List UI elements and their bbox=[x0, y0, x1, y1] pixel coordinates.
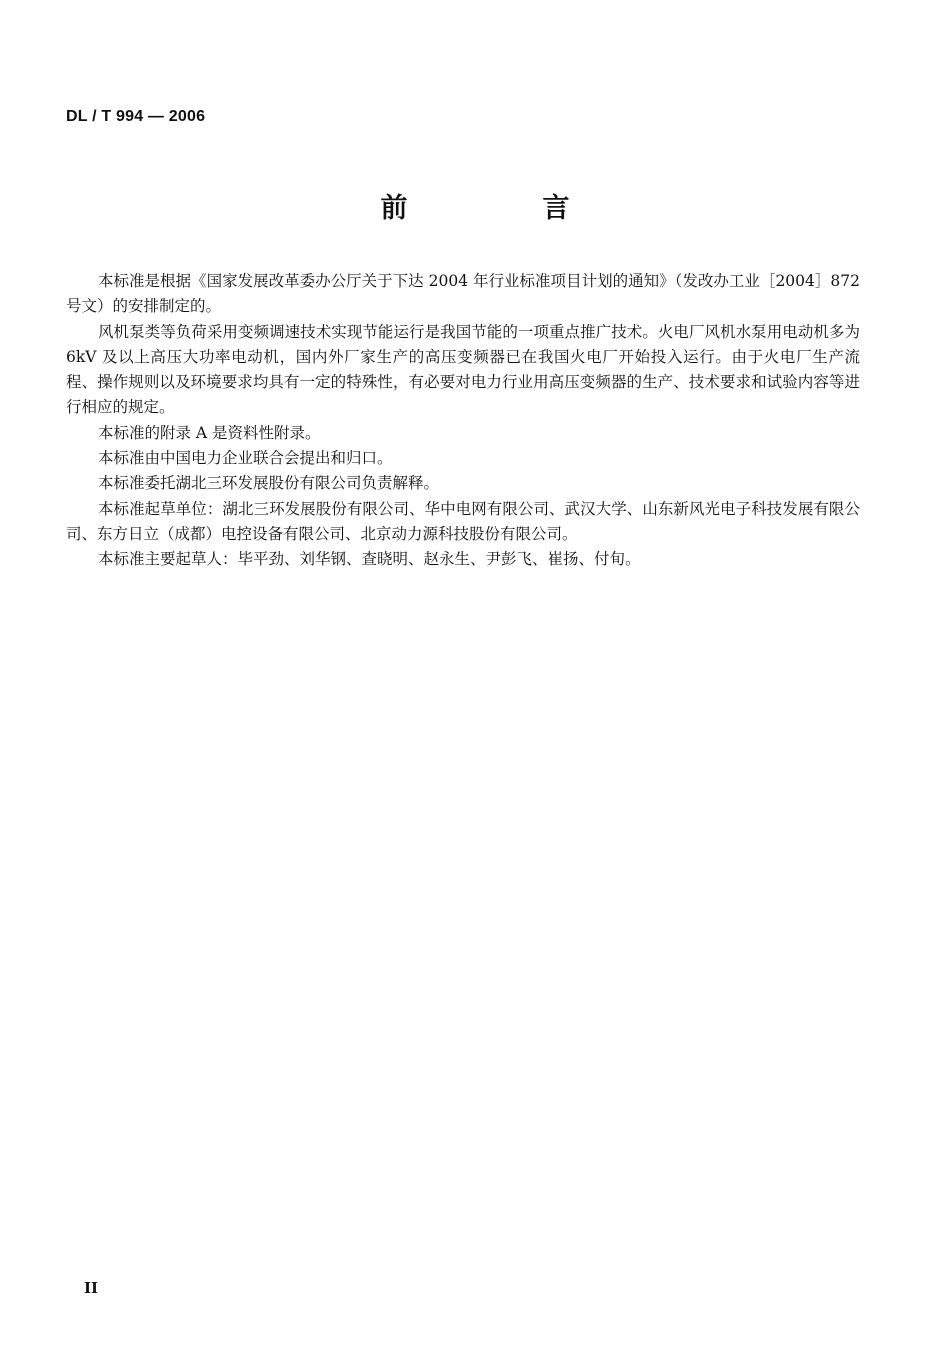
paragraph-appendix: 本标准的附录 A 是资料性附录。 bbox=[98, 423, 321, 442]
paragraph-background: 风机泵类等负荷采用变频调速技术实现节能运行是我国节能的一项重点推广技术。火电厂风机水泵用电动机多为 6kV 及以上高压大功率电动机，国内外厂家生产的高压变频器已在我国火电厂开始投入运行。由于火电厂生产流程、操作规则以及环境要求均具有一定的特殊性，有必要对电力行业用高压变频器的生产、技术要求和试验内容等进行相应的规定。 bbox=[66, 322, 860, 417]
page-title: 前 言 bbox=[380, 193, 624, 224]
foreword-body bbox=[66, 269, 860, 573]
paragraph-drafters: 本标准主要起草人：毕平劲、刘华钢、查晓明、赵永生、尹彭飞、崔扬、付旬。 bbox=[98, 550, 641, 569]
standard-code: DL / T 994 — 2006 bbox=[66, 108, 206, 125]
paragraph-proposed-by: 本标准由中国电力企业联合会提出和归口。 bbox=[98, 449, 393, 468]
page-number: II bbox=[84, 1279, 99, 1297]
paragraph-interpretation: 本标准委托湖北三环发展股份有限公司负责解释。 bbox=[98, 474, 440, 493]
paragraph-drafting-units: 本标准起草单位：湖北三环发展股份有限公司、华中电网有限公司、武汉大学、山东新风光电子科技发展有限公司、东方日立（成都）电控设备有限公司、北京动力源科技股份有限公司。 bbox=[66, 499, 860, 543]
paragraph-project-plan: 本标准是根据《国家发展改革委办公厅关于下达 2004 年行业标准项目计划的通知》（发改办工业［2004］872 号文）的安排制定的。 bbox=[66, 272, 860, 316]
